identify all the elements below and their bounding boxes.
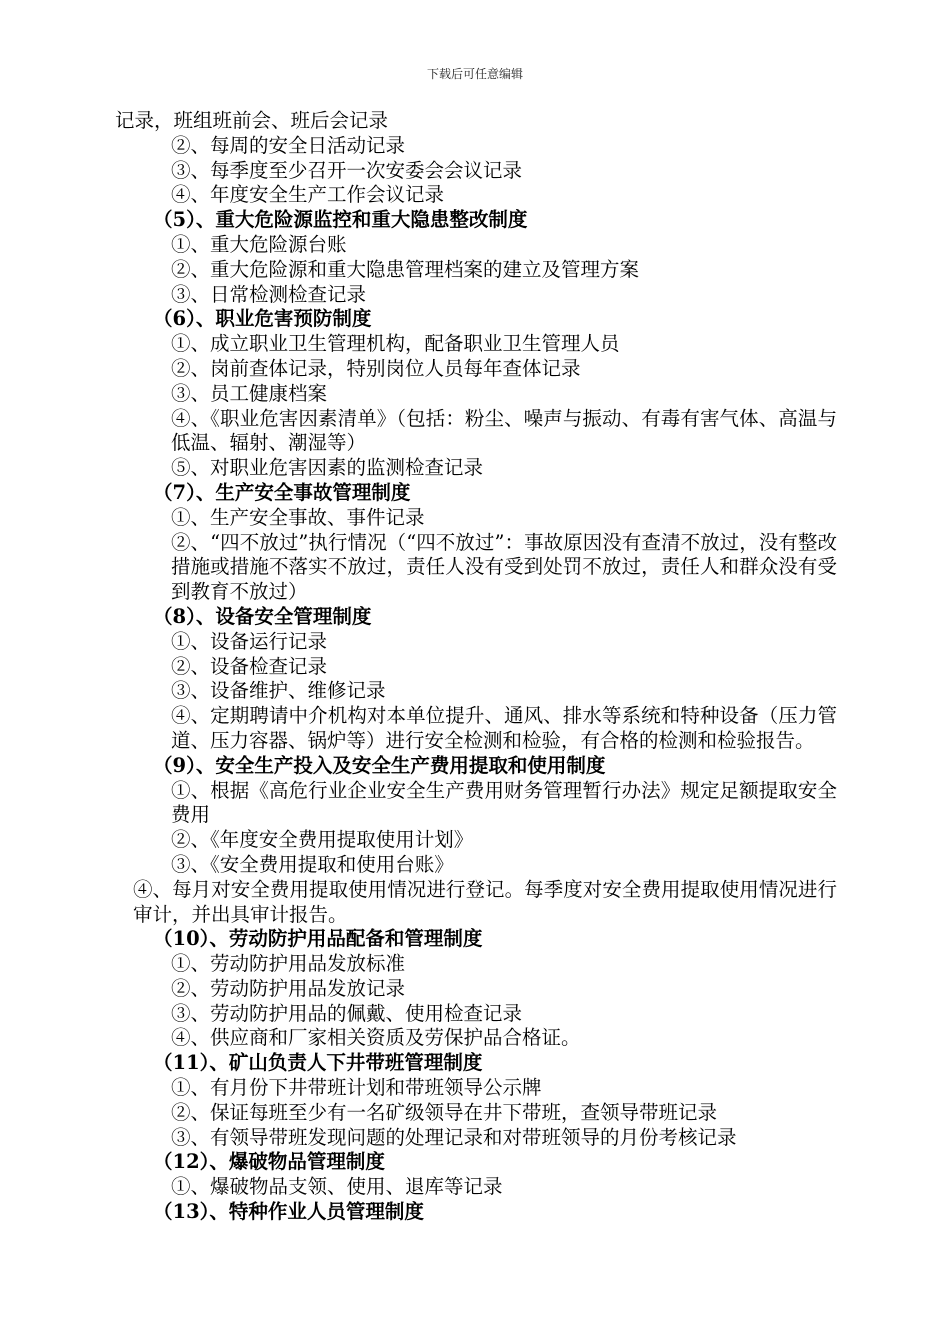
- document-line: ④、供应商和厂家相关资质及劳保护品合格证。: [171, 1026, 581, 1050]
- section-heading: （11）、矿山负责人下井带班管理制度: [153, 1051, 483, 1075]
- page-header: 下载后可任意编辑: [426, 67, 523, 81]
- section-heading: （13）、特种作业人员管理制度: [153, 1200, 424, 1224]
- section-heading: （6）、职业危害预防制度: [153, 307, 372, 331]
- document-line: ②、岗前查体记录，特别岗位人员每年查体记录: [171, 356, 581, 380]
- document-line: ①、爆破物品支领、使用、退库等记录: [171, 1175, 503, 1199]
- document-line: ②、“四不放过”执行情况（“四不放过”：事故原因没有查清不放过，没有整改措施或措施不落实不放过，责任人没有受到处罚不放过，责任人和群众没有受到教育不放过）: [171, 530, 837, 604]
- document-line: ①、设备运行记录: [171, 629, 328, 653]
- section-heading: （8）、设备安全管理制度: [153, 604, 372, 628]
- document-line: 记录，班组班前会、班后会记录: [115, 109, 389, 132]
- document-line: ③、有领导带班发现问题的处理记录和对带班领导的月份考核记录: [171, 1125, 737, 1149]
- section-heading: （10）、劳动防护用品配备和管理制度: [153, 927, 483, 951]
- section-heading: （12）、爆破物品管理制度: [153, 1150, 385, 1174]
- document-line: ①、有月份下井带班计划和带班领导公示牌: [171, 1076, 542, 1100]
- document-line: ④、定期聘请中介机构对本单位提升、通风、排水等系统和特种设备（压力管道、压力容器、锅炉等）进行安全检测和检验，有合格的检测和检验报告。: [171, 704, 837, 752]
- document-line: ②、保证每班至少有一名矿级领导在井下带班，查领导带班记录: [171, 1100, 718, 1124]
- document-line: ③、日常检测检查记录: [171, 282, 367, 306]
- document-line: ②、重大危险源和重大隐患管理档案的建立及管理方案: [171, 257, 640, 281]
- document-line: ③、劳动防护用品的佩戴、使用检查记录: [171, 1001, 523, 1025]
- document-line: ①、生产安全事故、事件记录: [171, 505, 425, 529]
- document-line: ②、每周的安全日活动记录: [171, 133, 406, 157]
- section-heading: （7）、生产安全事故管理制度: [153, 480, 411, 504]
- document-line: ②、设备检查记录: [171, 654, 328, 678]
- document-line: ①、重大危险源台账: [171, 232, 347, 256]
- document-body: [115, 109, 837, 1225]
- document-line: ④、每月对安全费用提取使用情况进行登记。每季度对安全费用提取使用情况进行审计，并出具审计报告。: [133, 877, 837, 926]
- document-line: ①、根据《高危行业企业安全生产费用财务管理暂行办法》规定足额提取安全费用: [171, 778, 837, 827]
- document-line: ③、每季度至少召开一次安委会会议记录: [171, 158, 523, 182]
- document-line: ④、年度安全生产工作会议记录: [171, 183, 445, 207]
- document-line: ⑤、对职业危害因素的监测检查记录: [171, 456, 484, 480]
- document-line: ④、《职业危害因素清单》（包括：粉尘、噪声与振动、有毒有害气体、高温与低温、辐射、潮湿等）: [171, 406, 837, 455]
- document-line: ③、设备维护、维修记录: [171, 679, 386, 703]
- section-heading: （9）、安全生产投入及安全生产费用提取和使用制度: [153, 753, 606, 777]
- document-line: ①、劳动防护用品发放标准: [171, 952, 406, 976]
- document-line: ③、员工健康档案: [171, 381, 328, 405]
- document-line: ②、《年度安全费用提取使用计划》: [171, 828, 474, 852]
- document-line: ①、成立职业卫生管理机构，配备职业卫生管理人员: [171, 332, 620, 356]
- document-line: ③、《安全费用提取和使用台账》: [171, 852, 454, 876]
- section-heading: （5）、重大危险源监控和重大隐患整改制度: [153, 208, 528, 232]
- document-line: ②、劳动防护用品发放记录: [171, 976, 406, 1000]
